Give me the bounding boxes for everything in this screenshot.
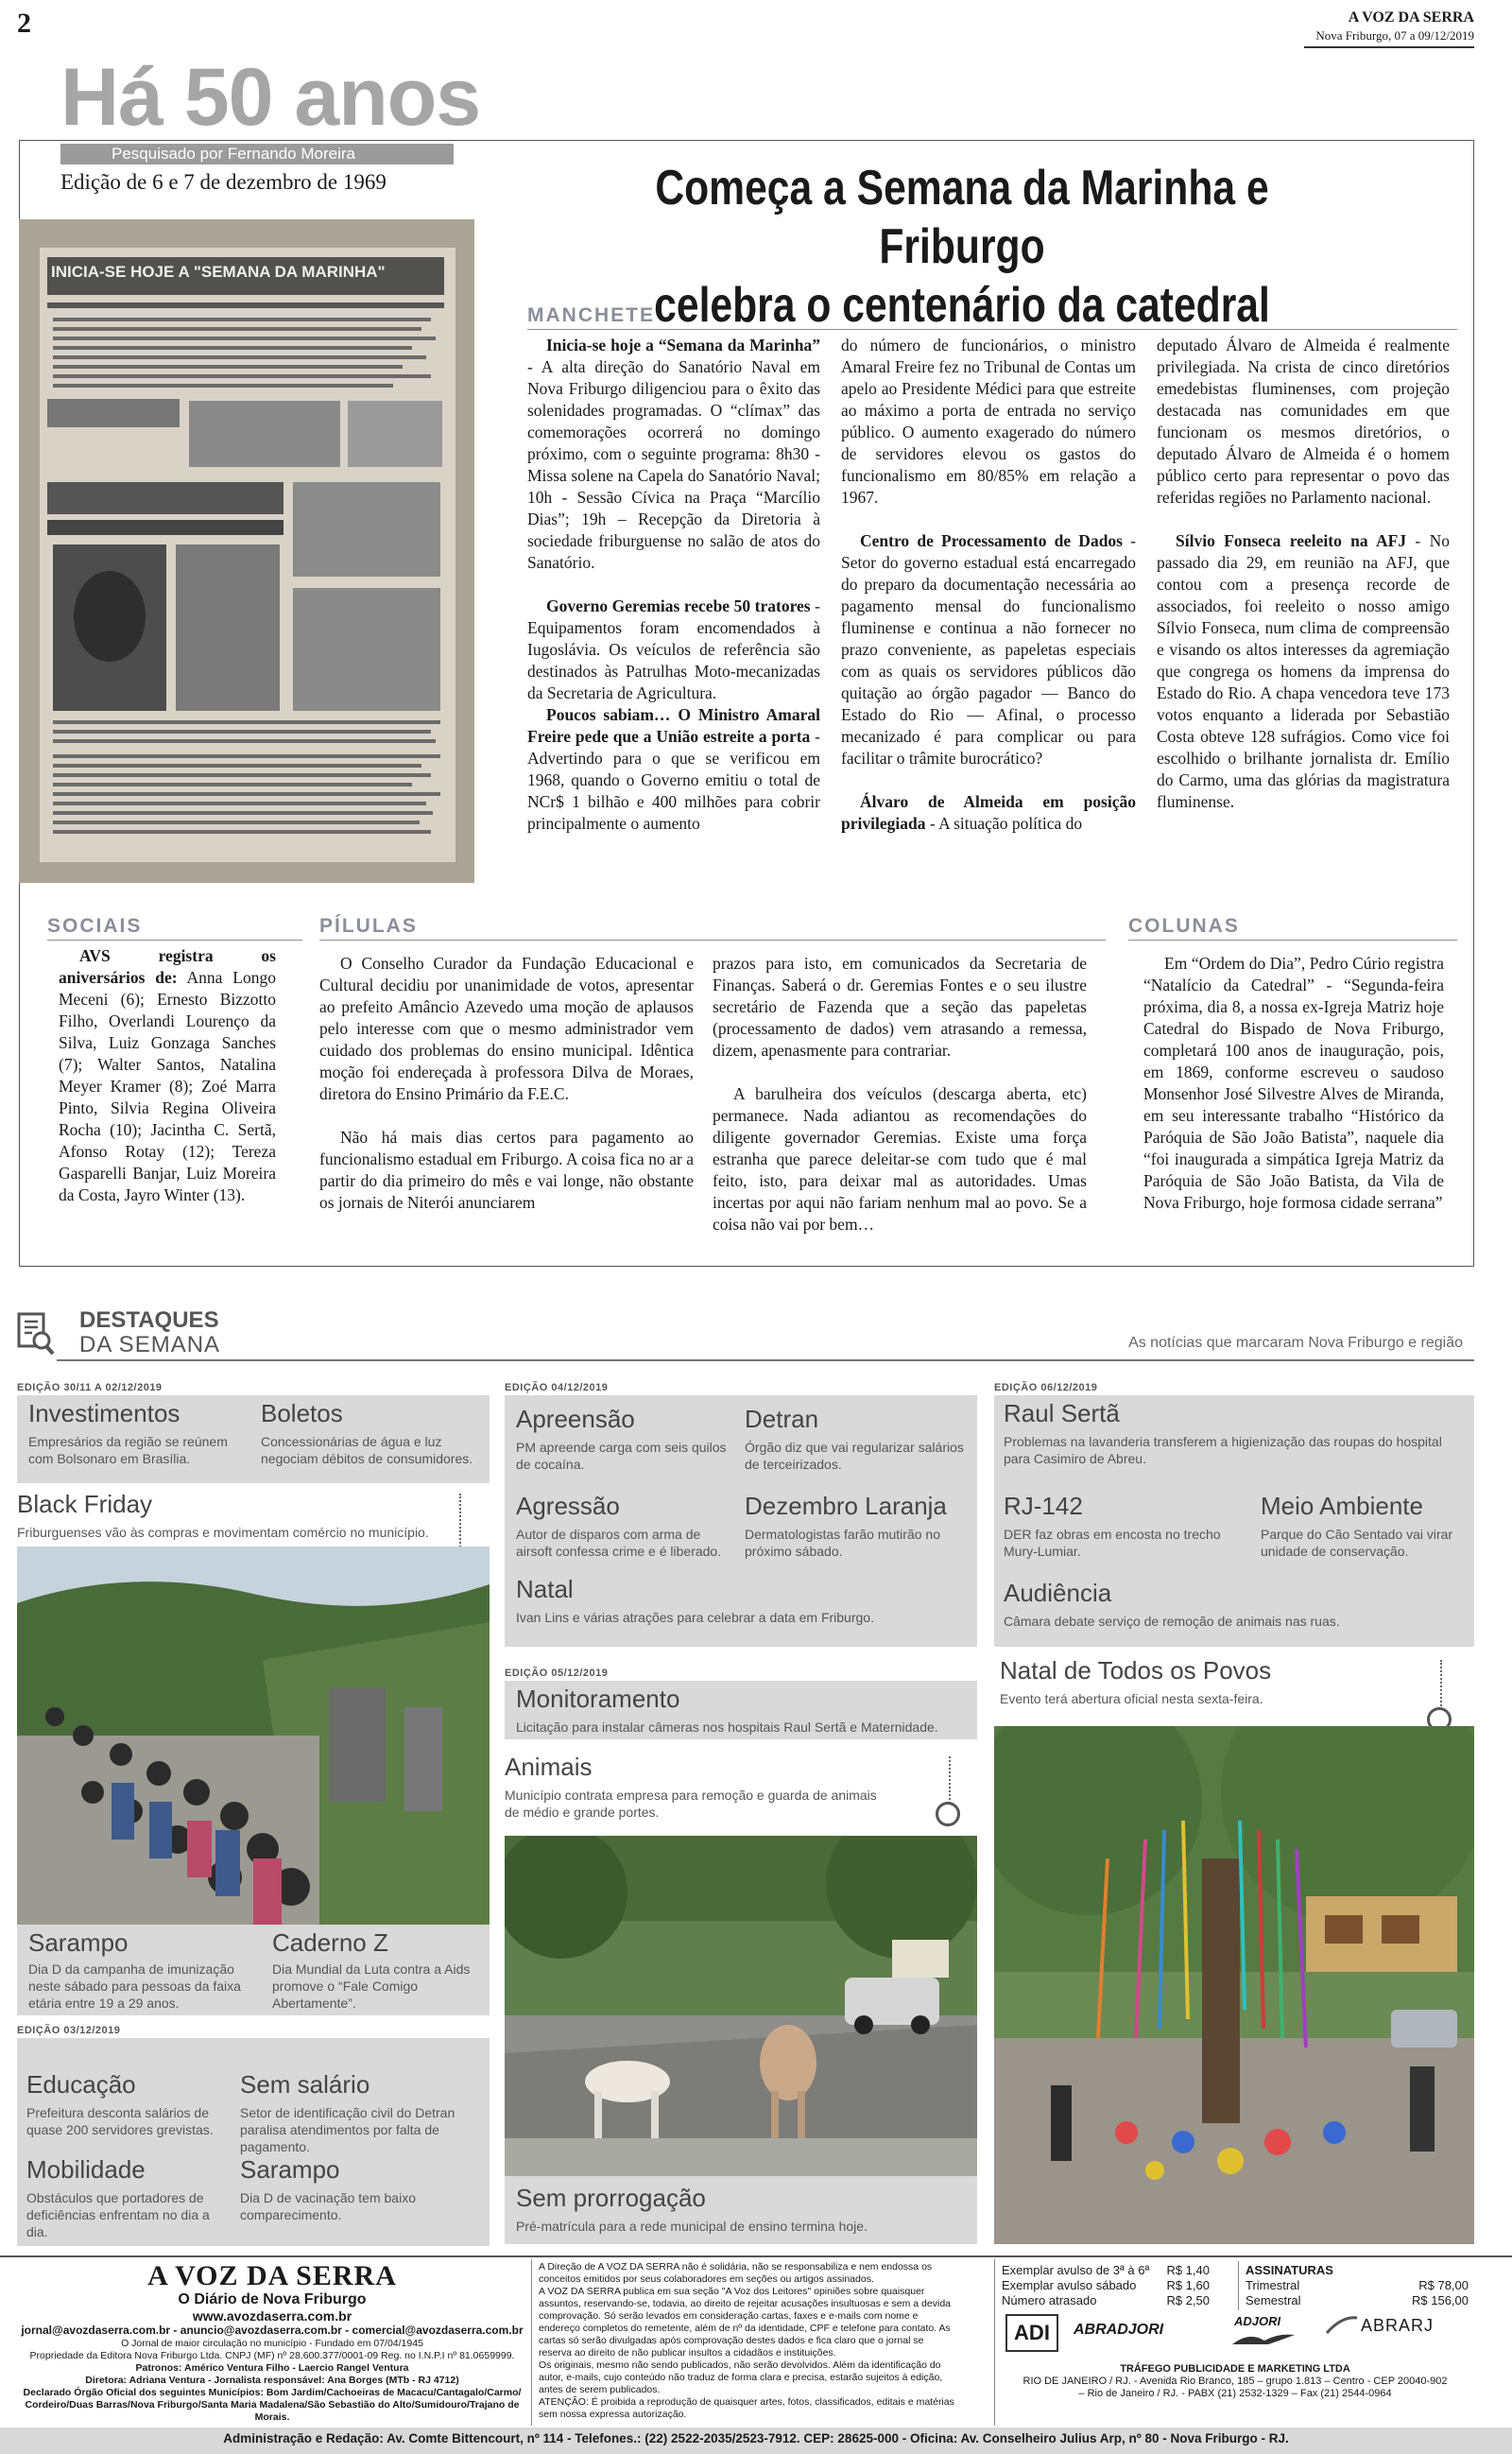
footer-divider <box>1238 2261 1239 2310</box>
text-tratores: - Equipamentos foram encomendados à Iugoslávia. Os veículos de referência são destinados às Patrulhas Moto-mecanizadas da Secretaria de Agricultura. <box>527 596 820 702</box>
text-deputado: deputado Álvaro de Almeida é realmente privilegiada. Na crista de cinco diretórios emedebistas fluminenses, com projeção destacada nas comunidades em que funcionam os mesmos diretórios, o deputado Álvaro de Almeida é o homem público certo para representar o povo das referidas regiões no Parlamento nacional. <box>1157 336 1450 507</box>
trafego-address: – Rio de Janeiro / RJ. - PABX (21) 2532-1329 – Fax (21) 2544-0964 <box>1078 2388 1392 2399</box>
abradjori-logo: ABRADJORI <box>1074 2322 1164 2338</box>
subscription-table <box>1246 2263 1469 2308</box>
animais-photo <box>505 1836 977 2176</box>
footer-address: Administração e Redação: Av. Comte Bittencourt, nº 114 - Telefones.: (22) 2522-2035/2523-7912. CEP: 28625-000 - Oficina: Av. Conselheiro Julius Arp, nº 80 - Nova Friburgo - RJ. <box>223 2431 1289 2445</box>
newspaper-search-icon <box>17 1312 55 1356</box>
text-poucos-sabiam: - Advertindo para o que se verificou em 1968, quando o Governo emitiu o total de NCr$ 1 bilhão e 400 milhões para cobrir principalmente o aumento <box>527 727 820 833</box>
footer-tagline: O Diário de Nova Friburgo <box>178 2291 367 2307</box>
disclaimer-text: Os originais, mesmo não sendo publicados, não serão devolvidos. Além da identificação do autor, e-mails, cujo conteúdo não traduz de forma clara e precisa, estarão sujeitos à edição, antes de serem publicados. <box>539 2359 943 2395</box>
text-alvaro-almeida: - A situação política do <box>925 814 1083 833</box>
item-desc: Município contrata empresa para remoção e guarda de animais de médio e grande portes. <box>505 1788 877 1820</box>
lead-alvaro-almeida: Álvaro de Almeida em posição privilegiada <box>841 792 1136 833</box>
item-title: Sem salário <box>240 2070 370 2099</box>
text-centro-processamento: - Setor do governo estadual está encarregado do preparo da documentação necessária ao pagamento mensal do funcionalismo fluminense e continua a não fornecer no prazo conveniente, as papeletas especiais com as quais os servidores públicos dão quitação ao órgão pagador — Banco do Estado do Rio — Afinal, o processo mecanizado é para complicar ou para facilitar o trâmite burocrático? <box>841 531 1136 768</box>
header-rule <box>1304 46 1474 48</box>
black-friday-photo <box>17 1547 490 1925</box>
manchete-col-3 <box>1157 335 1450 813</box>
item-desc: Dia D da campanha de imunização neste sábado para pessoas da faixa etária entre 19 a 29 anos. <box>28 1961 241 2011</box>
lead-tratores: Governo Geremias recebe 50 tratores <box>546 596 811 615</box>
destaques-rule <box>57 1359 1474 1361</box>
ha50-title: Há 50 anos <box>60 52 481 143</box>
item-title: Mobilidade <box>26 2155 146 2184</box>
item-title: Sem prorrogação <box>516 2184 706 2212</box>
item-title: Detran <box>745 1405 819 1433</box>
item-desc: Evento terá abertura oficial nesta sexta-feira. <box>1000 1691 1263 1706</box>
footer-emails[interactable]: jornal@avozdaserra.com.br - anuncio@avozdaserra.com.br - comercial@avozdaserra.com.br <box>21 2324 524 2337</box>
footer-line: Diretora: Adriana Ventura - Jornalista responsável: Ana Borges (MTb - RJ 4712) <box>85 2375 459 2386</box>
headline-line-2: celebra o centenário da catedral <box>654 278 1270 333</box>
headline-line-1: Começa a Semana da Marinha e Friburgo <box>655 161 1269 274</box>
pilulas-text-3: prazos para isto, em comunicados da Secretaria de Finanças. Saberá o dr. Geremias Fontes e o seu ilustre secretário de Fazenda que a seção das papeletas (processamento de dados) vem atrasando a remessa, dizem, apenasmente para contrariar. <box>713 954 1087 1060</box>
item-title: Black Friday <box>17 1490 153 1518</box>
item-title: Apreensão <box>516 1405 635 1433</box>
price-row <box>1002 2278 1210 2293</box>
price-value: R$ 1,40 <box>1166 2263 1210 2277</box>
adjori-logo: ADJORI <box>1234 2314 1281 2328</box>
item-title: Sarampo <box>240 2155 340 2184</box>
item-desc: Dia D de vacinação tem baixo comparecimento. <box>240 2190 416 2222</box>
sociais-text <box>59 945 276 1206</box>
item-title: Agressão <box>516 1492 620 1520</box>
subscription-row <box>1246 2278 1469 2293</box>
pilulas-col-2 <box>713 953 1087 1236</box>
ha50-edition: Edição de 6 e 7 de dezembro de 1969 <box>60 170 387 194</box>
item-title: Educação <box>26 2070 136 2099</box>
adi-logo: ADI <box>1005 2314 1058 2352</box>
item-desc: Prefeitura desconta salários de quase 200 servidores grevistas. <box>26 2105 214 2137</box>
sociais-body: Anna Longo Meceni (6); Ernesto Bizzotto Filho, Overlandi Lourenço da Silva, Luiz Gonzaga Sanches (7); Walter Santos, Natalina Meyer Kramer (8); Zoé Marra Pinto, Silvia Regina Oliveira Rocha (10); Jacintha C. Sertã, Afonso Rotay (12); Tereza Gasparelli Banjar, Luiz Moreira da Costa, Jayro Winter (13). <box>59 968 276 1204</box>
manchete-col-2 <box>841 335 1136 835</box>
pilulas-label: PÍLULAS <box>319 915 1106 941</box>
item-title: Animais <box>505 1753 593 1781</box>
abrarj-swoosh-icon <box>1325 2314 1359 2335</box>
dateline: Nova Friburgo, 07 a 09/12/2019 <box>1315 28 1474 43</box>
price-value: R$ 1,60 <box>1166 2278 1210 2292</box>
sociais-label: SOCIAIS <box>47 915 302 941</box>
item-desc: Concessionárias de água e luz negociam débitos de consumidores. <box>261 1434 473 1466</box>
destaques-subtitle-word: DA SEMANA <box>79 1332 221 1357</box>
price-label: Exemplar avulso sábado <box>1002 2278 1137 2292</box>
item-desc: Câmara debate serviço de remoção de animais nas ruas. <box>1004 1614 1340 1629</box>
destaques-title: DESTAQUES <box>79 1307 219 1333</box>
footer-divider <box>531 2259 532 2426</box>
footer-website[interactable]: www.avozdaserra.com.br <box>192 2308 352 2324</box>
item-title: Natal de Todos os Povos <box>1000 1656 1272 1685</box>
footer-line: O Jornal de maior circulação no município - Fundado em 07/04/1945 <box>121 2338 423 2349</box>
item-title: Audiência <box>1004 1579 1112 1607</box>
item-desc: Dia Mundial da Luta contra a Aids promove o “Fale Comigo Abertamente”. <box>272 1961 471 2011</box>
disclaimer-text: A Direção de A VOZ DA SERRA não é solidária, não se responsabiliza e nem endossa os conceitos emitidos por seus colaboradores em seções ou artigos assinados. <box>539 2261 933 2285</box>
footer-line: Propriedade da Editora Nova Friburgo Ltda. CNPJ (MF) nº 28.600.377/0001-09 Reg. no I.N.P.I nº 81.0659999. <box>29 2350 515 2361</box>
publication-name: A VOZ DA SERRA <box>1348 9 1474 26</box>
item-title: Raul Sertã <box>1004 1399 1120 1427</box>
price-label: Número atrasado <box>1002 2293 1097 2307</box>
natal-photo <box>994 1726 1474 2244</box>
item-desc: Empresários da região se reúnem com Bolsonaro em Brasília. <box>28 1434 228 1466</box>
lead-centro-processamento: Centro de Processamento de Dados <box>860 531 1123 550</box>
footer-line: Patronos: Américo Ventura Filho - Laercio Rangel Ventura <box>135 2362 409 2374</box>
item-desc: Friburguenses vão às compras e movimentam comércio no município. <box>17 1525 429 1540</box>
edition-label: EDIÇÃO 05/12/2019 <box>505 1668 609 1679</box>
item-title: Monitoramento <box>516 1685 680 1713</box>
clipping-caption: INICIA-SE HOJE A "SEMANA DA MARINHA" <box>51 263 386 281</box>
item-desc: Órgão diz que vai regularizar salários de terceirizados. <box>745 1440 964 1472</box>
price-value: R$ 2,50 <box>1166 2293 1210 2307</box>
item-title: Sarampo <box>28 1928 129 1957</box>
item-desc: Dermatologistas farão mutirão no próximo sábado. <box>745 1527 940 1559</box>
footer-masthead: A VOZ DA SERRA <box>147 2260 397 2291</box>
footer-line: Cordeiro/Duas Barras/Nova Friburgo/Santa Maria Madalena/São Sebastião do Alto/Sumidouro/Trajano de Morais. <box>25 2399 520 2423</box>
price-row <box>1002 2263 1210 2278</box>
edition-label: EDIÇÃO 03/12/2019 <box>17 2025 121 2036</box>
subscription-value: R$ 156,00 <box>1412 2293 1469 2307</box>
connector-dot <box>936 1802 960 1826</box>
subscription-label: Trimestral <box>1246 2278 1300 2292</box>
item-title: Natal <box>516 1575 574 1603</box>
lead-silvio-fonseca: Sílvio Fonseca reeleito na AFJ <box>1176 531 1407 550</box>
item-desc: Setor de identificação civil do Detran paralisa atendimentos por falta de pagamento. <box>240 2105 455 2154</box>
edition-label: EDIÇÃO 30/11 A 02/12/2019 <box>17 1382 163 1393</box>
item-title: Investimentos <box>28 1399 180 1427</box>
text-silvio-fonseca: - No passado dia 29, em reunião na AFJ, que contou com a presença recorde de associados, foi reeleito o nosso amigo Sílvio Fonseca, num clima de compreensão e visando os altos interesses da agremiação que congrega os homens da imprensa do Estado do Rio. A chapa vencedora teve 173 votos enquanto a liderada por Sebastião Costa obteve 128 sufrágios. Como vice foi escolhido o brilhante jornalista dr. Emílio do Carmo, uma das glórias da magistratura fluminense. <box>1157 531 1450 811</box>
edition-label: EDIÇÃO 04/12/2019 <box>505 1382 609 1393</box>
item-desc: DER faz obras em encosta no trecho Mury-Lumiar. <box>1004 1527 1221 1559</box>
footer-masthead-block <box>17 2261 527 2424</box>
item-desc: PM apreende carga com seis quilos de cocaína. <box>516 1440 727 1472</box>
trafego-name: TRÁFEGO PUBLICIDADE E MARKETING LTDA <box>1120 2363 1350 2375</box>
item-title: RJ-142 <box>1004 1492 1083 1520</box>
ha50-researcher: Pesquisado por Fernando Moreira <box>60 144 454 164</box>
item-desc: Parque do Cão Sentado vai virar unidade de conservação. <box>1261 1527 1453 1559</box>
text-semana-marinha: - A alta direção do Sanatório Naval em Nova Friburgo diligenciou para o êxito das solenidades programadas. O “clímax” das comemorações ocorrerá no domingo próximo, com o seguinte programa: 8h30 - Missa solene na Capela do Sanatório Naval; 10h - Sessão Cívica na Praça “Marcílio Dias”; 19h – Recepção da Diretoria à sociedade friburguense no salão de atos do Sanatório. <box>527 357 820 572</box>
pilulas-text-4: A barulheira dos veículos (descarga aberta, etc) permanece. Nada adiantou as recomendações do diligente governador Geremias. Existe uma força estranha que parece deleitar-se com tudo que é mal feito, isto, para deixar mal as autoridades. Umas incertas por aqui não fariam nenhum mal ao povo. Se a coisa não vai por bem… <box>713 1084 1087 1234</box>
trafego-address: RIO DE JANEIRO / RJ. - Avenida Rio Branco, 185 – grupo 1.813 – Centro - CEP 20040-902 <box>1022 2376 1448 2387</box>
text-funcionarios: do número de funcionários, o ministro Amaral Freire fez no Tribunal de Contas um apelo ao Presidente Médici para que estreite ao máximo a porta de entrada no serviço público. O aumento exagerado do número de servidores elevou os gastos do funcionalismo em 80/85% em relação a 1967. <box>841 336 1136 507</box>
item-desc: Pré-matrícula para a rede municipal de ensino termina hoje. <box>516 2219 868 2234</box>
edition-label: EDIÇÃO 06/12/2019 <box>994 1382 1098 1393</box>
item-desc: Autor de disparos com arma de airsoft confessa crime e é liberado. <box>516 1527 722 1559</box>
abrarj-logo: ABRARJ <box>1361 2316 1435 2335</box>
clipping-image <box>19 219 474 883</box>
colunas-label: COLUNAS <box>1128 915 1457 941</box>
manchete-col-1 <box>527 335 820 835</box>
colunas-body: Em “Ordem do Dia”, Pedro Cúrio registra “Natalício da Catedral” - “Segunda-feira próxima, dia 8, a nossa ex-Igreja Matriz hoje Catedral do Bispado de Nova Friburgo, completará 100 anos de inauguração, pois, em 1869, conforme escreveu o saudoso Monsenhor José Silvestre Alves de Miranda, em seu interessante trabalho “Histórico da Paróquia de São João Batista”, naquele dia “foi inaugurada a simpática Igreja Matriz da Paróquia de São João Batista, da Vila de Nova Friburgo, hoje formosa cidade serrana” <box>1143 954 1444 1212</box>
lead-semana-marinha: Inicia-se hoje a “Semana da Marinha” <box>546 336 820 354</box>
subscription-value: R$ 78,00 <box>1418 2278 1469 2292</box>
pilulas-text-2: Não há mais dias certos para pagamento ao funcionalismo estadual em Friburgo. A coisa fica no ar a partir do dia primeiro do mês e vai longe, não obstante os jornais de Niterói anunciarem <box>319 1128 694 1212</box>
price-table <box>1002 2263 1210 2308</box>
footer-disclaimer <box>539 2261 954 2421</box>
subscription-row <box>1246 2293 1469 2308</box>
destaques-tagline: As notícias que marcaram Nova Friburgo e região <box>1128 1335 1463 1351</box>
pilulas-col-1 <box>319 953 694 1214</box>
manchete-label: MANCHETE <box>527 304 1457 330</box>
disclaimer-text: A VOZ DA SERRA publica em sua seção "A Voz dos Leitores" opiniões sobre quaisquer assuntos, reservando-se, todavia, ao direito de rejeitar acusações insultuosas e sem a devida comprovação. Só serão levados em consideração cartas, faxes e e-mails com nome e endereço completos do remetente, além de nº da identidade, CPF e telefone para contato. As cartas só serão divulgadas após comprovação destes dados e fica claro que o jornal se reserva ao direito de não publicar insultos a cidadãos e instituições. <box>539 2286 951 2359</box>
item-desc: Ivan Lins e várias atrações para celebrar a data em Friburgo. <box>516 1610 874 1625</box>
disclaimer-text: ATENÇÃO: É proibida a reprodução de quaisquer artes, fotos, classificados, editais e matérias sem nossa expressa autorização. <box>539 2396 954 2420</box>
sociais-lead: AVS registra os aniversários de: <box>59 946 276 987</box>
pilulas-text-1: O Conselho Curador da Fundação Educacional e Cultural decidiu por unanimidade de votos, apresentar ao prefeito Amâncio Azevedo uma moção de aplausos pelo interesse com que o mesmo administrador vem cuidado dos problemas do ensino municipal. Idêntica moção foi endereçada à professora Dilva de Moraes, diretora do Ensino Primário da F.E.C. <box>319 954 694 1103</box>
footer-rule <box>0 2255 1512 2257</box>
adjori-bird-icon <box>1230 2329 1297 2348</box>
item-desc: Obstáculos que portadores de deficiências enfrentam no dia a dia. <box>26 2190 210 2239</box>
price-label: Exemplar avulso de 3ª à 6ª <box>1002 2263 1150 2277</box>
item-title: Boletos <box>261 1399 343 1427</box>
item-desc: Licitação para instalar câmeras nos hospitais Raul Sertã e Maternidade. <box>516 1720 938 1735</box>
page-number: 2 <box>17 8 31 39</box>
item-title: Dezembro Laranja <box>745 1492 947 1520</box>
subscriptions-title: ASSINATURAS <box>1246 2263 1333 2277</box>
trafego-block <box>1002 2363 1469 2400</box>
lead-poucos-sabiam: Poucos sabiam… O Ministro Amaral Freire pede que a União estreite a porta <box>527 705 820 746</box>
footer-divider <box>994 2259 995 2426</box>
footer-line: Declarado Órgão Oficial dos seguintes Municípios: Bom Jardim/Cachoeiras de Macacu/Cantagalo/Carmo/ <box>23 2387 522 2398</box>
subscription-label: Semestral <box>1246 2293 1301 2307</box>
item-title: Meio Ambiente <box>1261 1492 1423 1520</box>
colunas-text <box>1143 953 1444 1214</box>
item-desc: Problemas na lavanderia transferem a higienização das roupas do hospital para Casimiro de Abreu. <box>1004 1434 1442 1466</box>
item-title: Caderno Z <box>272 1928 388 1957</box>
price-row <box>1002 2293 1210 2308</box>
